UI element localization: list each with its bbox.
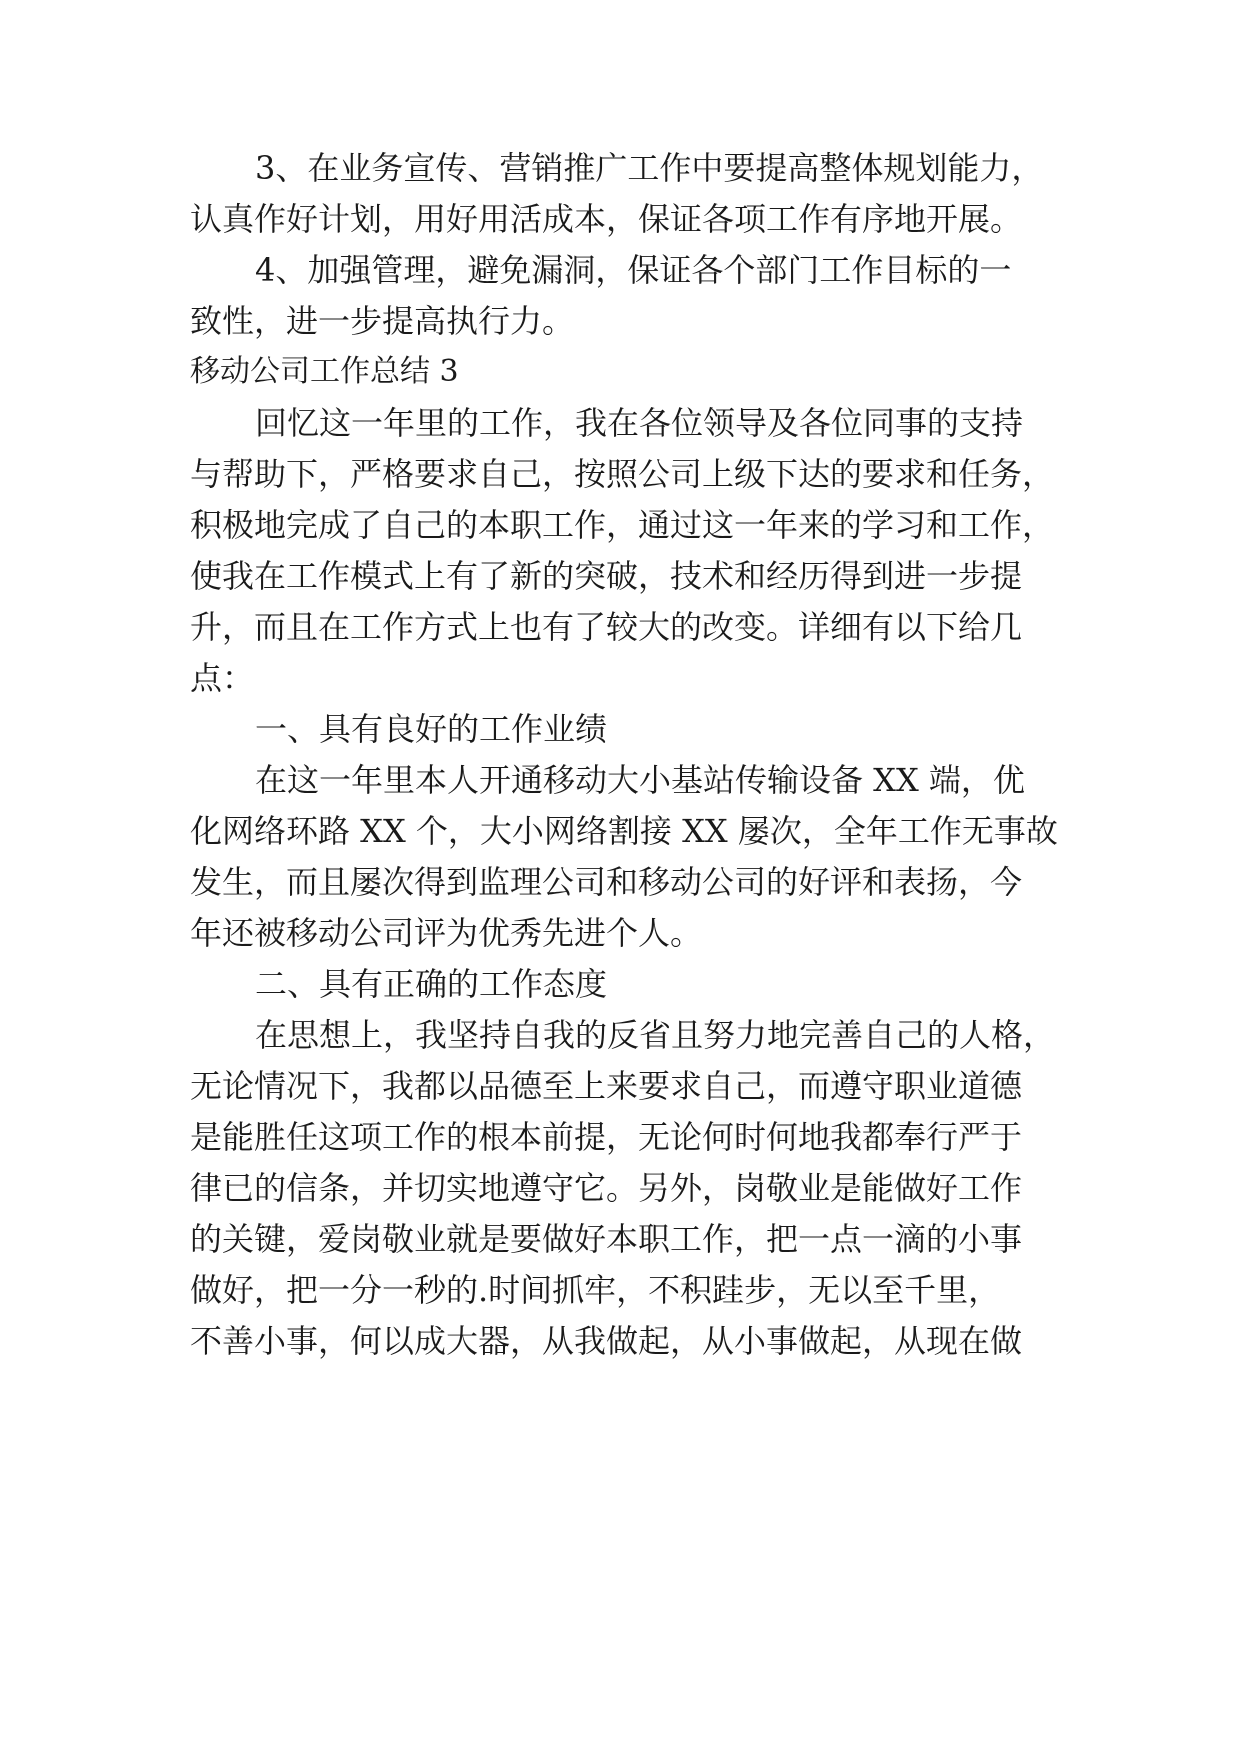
subheading: 一、具有良好的工作业绩	[255, 710, 608, 748]
paragraph-line: 是能胜任这项工作的根本前提，无论何时何地我都奉行严于	[190, 1118, 1023, 1156]
paragraph-line: 在这一年里本人开通移动大小基站传输设备 XX 端，优	[255, 761, 1025, 799]
paragraph-line: 升，而且在工作方式上也有了较大的改变。详细有以下给几	[190, 608, 1023, 646]
paragraph-line: 4、加强管理，避免漏洞，保证各个部门工作目标的一	[255, 251, 1012, 289]
paragraph-line: 发生，而且屡次得到监理公司和移动公司的好评和表扬，今	[190, 863, 1023, 901]
paragraph-line: 致性，进一步提高执行力。	[190, 302, 575, 340]
paragraph-line: 使我在工作模式上有了新的突破，技术和经历得到进一步提	[190, 557, 1023, 595]
paragraph-line: 无论情况下，我都以品德至上来要求自己，而遵守职业道德	[190, 1067, 1023, 1105]
paragraph-line: 与帮助下，严格要求自己，按照公司上级下达的要求和任务，	[190, 455, 1055, 493]
paragraph-line: 点：	[190, 659, 255, 697]
paragraph-line: 律已的信条，并切实地遵守它。另外，岗敬业是能做好工作	[190, 1169, 1023, 1207]
paragraph-line: 年还被移动公司评为优秀先进个人。	[190, 914, 703, 952]
paragraph-line: 3、在业务宣传、营销推广工作中要提高整体规划能力，	[255, 149, 1044, 187]
section-title: 移动公司工作总结 3	[190, 354, 459, 389]
subheading: 二、具有正确的工作态度	[255, 965, 608, 1003]
paragraph-line: 的关键，爱岗敬业就是要做好本职工作，把一点一滴的小事	[190, 1220, 1023, 1258]
paragraph-line: 不善小事，何以成大器，从我做起，从小事做起，从现在做	[190, 1322, 1023, 1360]
paragraph-line: 化网络环路 XX 个，大小网络割接 XX 屡次，全年工作无事故	[190, 812, 1058, 850]
paragraph-line: 在思想上，我坚持自我的反省且努力地完善自己的人格，	[255, 1016, 1056, 1054]
paragraph-line: 认真作好计划，用好用活成本，保证各项工作有序地开展。	[190, 200, 1023, 238]
paragraph-line: 回忆这一年里的工作，我在各位领导及各位同事的支持	[255, 404, 1024, 442]
paragraph-line: 做好，把一分一秒的.时间抓牢，不积跬步，无以至千里，	[190, 1271, 1001, 1309]
paragraph-line: 积极地完成了自己的本职工作，通过这一年来的学习和工作，	[190, 506, 1055, 544]
